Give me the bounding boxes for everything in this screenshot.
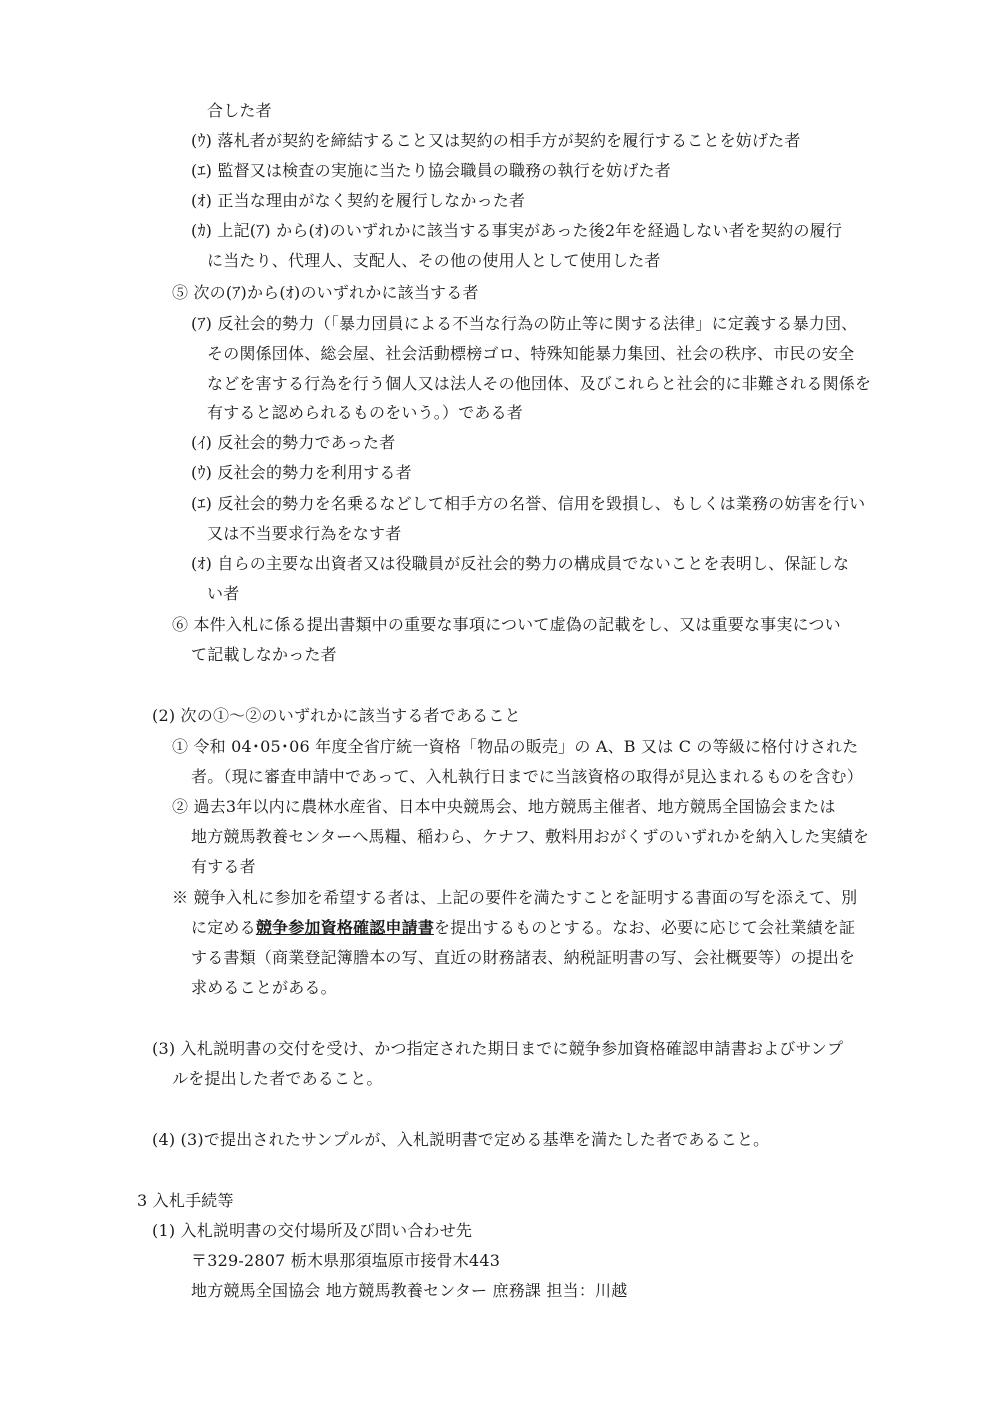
section-heading: (1) 入札説明書の交付場所及び問い合わせ先: [152, 1221, 473, 1240]
text-line: (ｲ) 反社会的勢力であった者: [191, 433, 396, 452]
text-line: ※ 競争入札に参加を希望する者は、上記の要件を満たすことを証明する書面の写を添えて、別: [172, 888, 858, 907]
text-line: ⑤ 次の(ｱ)から(ｵ)のいずれかに該当する者: [172, 283, 479, 302]
text-line: (ｶ) 上記(ｱ) から(ｵ)のいずれかに該当する事実があった後2年を経過しない者を契約の履行: [191, 221, 843, 240]
text-line: (ｴ) 監督又は検査の実施に当たり協会職員の職務の執行を妨げた者: [191, 161, 671, 180]
text-segment: に定める: [191, 918, 256, 937]
text-line: 者。（現に審査申請中であって、入札執行日までに当該資格の取得が見込まれるものを含む）: [191, 767, 863, 786]
text-line: などを害する行為を行う個人又は法人その他団体、及びこれらと社会的に非難される関係を: [207, 374, 872, 393]
text-line: 又は不当要求行為をなす者: [207, 524, 402, 543]
text-line: ルを提出した者であること。: [172, 1069, 383, 1088]
text-line-with-emphasis: [191, 918, 855, 938]
text-segment: を提出するものとする。なお、必要に応じて会社業績を証: [434, 918, 856, 937]
text-line: その関係団体、総会屋、社会活動標榜ゴロ、特殊知能暴力集団、社会の秩序、市民の安全: [207, 344, 855, 363]
text-line: する書類（商業登記簿謄本の写、直近の財務諸表、納税証明書の写、会社概要等）の提出を: [191, 948, 856, 967]
text-line: ⑥ 本件入札に係る提出書類中の重要な事項について虚偽の記載をし、又は重要な事実につい: [172, 615, 841, 634]
text-line: ① 令和 04･05･06 年度全省庁統一資格「物品の販売」の A、B 又は C の等級に格付けされた: [172, 737, 859, 756]
form-name-emphasis: 競争参加資格確認申請書: [255, 918, 435, 937]
address-line: 〒329-2807 栃木県那須塩原市接骨木443: [191, 1251, 501, 1270]
text-line: (ｳ) 落札者が契約を締結すること又は契約の相手方が契約を履行することを妨げた者: [191, 131, 801, 150]
text-line: い者: [207, 584, 240, 603]
section-heading: (2) 次の①～②のいずれかに該当する者であること: [152, 706, 521, 725]
text-line: (ｵ) 正当な理由がなく契約を履行しなかった者: [191, 191, 526, 210]
section-heading: (3) 入札説明書の交付を受け、かつ指定された期日までに競争参加資格確認申請書およびサンプ: [152, 1039, 844, 1058]
contact-line: 地方競馬全国協会 地方競馬教養センター 庶務課 担当：川越: [191, 1281, 628, 1300]
text-line: 合した者: [207, 101, 272, 120]
text-line: (ｱ) 反社会的勢力（「暴力団員による不当な行為の防止等に関する法律」に定義する暴力団、: [191, 314, 858, 333]
text-line: (ｵ) 自らの主要な出資者又は役職員が反社会的勢力の構成員でないことを表明し、保証しな: [191, 554, 850, 573]
text-line: に当たり、代理人、支配人、その他の使用人として使用した者: [207, 251, 661, 270]
text-line: 有する者: [191, 857, 256, 876]
text-line: (ｴ) 反社会的勢力を名乗るなどして相手方の名誉、信用を毀損し、もしくは業務の妨害を行い: [191, 494, 866, 513]
text-line: (ｳ) 反社会的勢力を利用する者: [191, 463, 412, 482]
section-heading: (4) (3)で提出されたサンプルが、入札説明書で定める基準を満たした者であること。: [152, 1130, 770, 1149]
text-line: 地方競馬教養センターへ馬糧、稲わら、ケナフ、敷料用おがくずのいずれかを納入した実績を: [191, 827, 870, 846]
text-line: 求めることがある。: [191, 978, 337, 997]
text-line: て記載しなかった者: [191, 645, 337, 664]
text-line: ② 過去3年以内に農林水産省、日本中央競馬会、地方競馬主催者、地方競馬全国協会または: [172, 797, 836, 816]
chapter-heading: 3 入札手続等: [137, 1191, 234, 1210]
text-line: 有すると認められるものをいう。）である者: [207, 403, 524, 422]
